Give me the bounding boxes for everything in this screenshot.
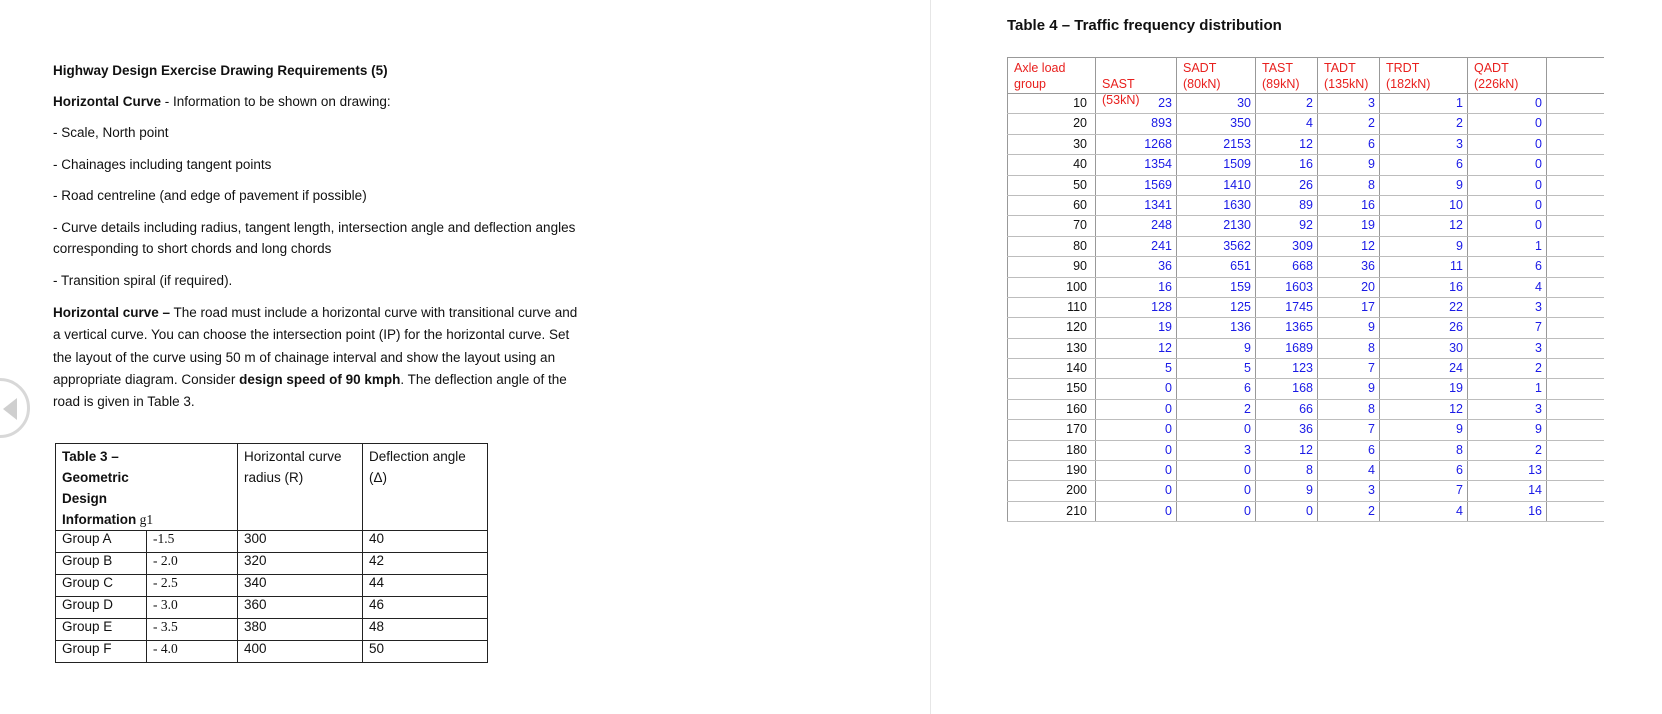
hc2-line-1 [53, 302, 643, 324]
frequency-cell: 6 [1379, 461, 1467, 480]
frequency-cell: 8 [1317, 400, 1379, 419]
frequency-cell: 7 [1379, 481, 1467, 500]
table-4-column-header [1255, 58, 1317, 93]
frequency-cell: 125 [1176, 298, 1255, 317]
table-4 [1007, 57, 1604, 522]
frequency-cell: 2 [1255, 94, 1317, 113]
gradient-cell: - 3.5 [147, 619, 238, 641]
frequency-cell: 5 [1095, 359, 1176, 378]
frequency-cell: 30 [1176, 94, 1255, 113]
table-row [1007, 420, 1604, 440]
frequency-cell: 3 [1176, 441, 1255, 460]
radius-header-line-1: Horizontal curve [244, 449, 342, 464]
hc2-heading: Horizontal curve – [53, 305, 171, 320]
frequency-cell: 651 [1176, 257, 1255, 276]
frequency-cell: 1745 [1255, 298, 1317, 317]
axle-load-group-cell: 30 [1007, 135, 1095, 154]
frequency-cell: 16 [1467, 502, 1547, 521]
frequency-cell: 2 [1467, 359, 1547, 378]
table-3-caption [56, 444, 238, 531]
table-row [1007, 441, 1604, 461]
frequency-cell: 14 [1467, 481, 1547, 500]
radius-cell: 320 [238, 553, 363, 575]
table-row [56, 597, 488, 619]
header-line-2: (226kN) [1474, 77, 1519, 91]
frequency-cell: 0 [1467, 155, 1547, 174]
frequency-cell: 2 [1317, 114, 1379, 133]
group-cell: Group C [56, 575, 147, 597]
frequency-cell: 0 [1467, 135, 1547, 154]
frequency-cell: 8 [1379, 441, 1467, 460]
axle-load-group-cell: 170 [1007, 420, 1095, 439]
frequency-cell: 3562 [1176, 237, 1255, 256]
table-row [1007, 298, 1604, 318]
bullet-curve-details: - Curve details including radius, tangent length, intersection angle and deflection angles [53, 220, 576, 235]
frequency-cell: 1603 [1255, 278, 1317, 297]
frequency-cell: 3 [1317, 481, 1379, 500]
table-4-column-header [1317, 58, 1379, 93]
frequency-cell: 9 [1317, 318, 1379, 337]
frequency-cell: 17 [1317, 298, 1379, 317]
hc2-text-4b: . The deflection angle of the [400, 372, 567, 387]
frequency-cell: 4 [1255, 114, 1317, 133]
frequency-cell: 7 [1317, 359, 1379, 378]
header-line-1: TRDT [1386, 61, 1420, 75]
frequency-cell: 6 [1379, 155, 1467, 174]
deflection-header-line-1: Deflection angle [369, 449, 466, 464]
axle-load-group-cell: 70 [1007, 216, 1095, 235]
frequency-cell: 168 [1255, 379, 1317, 398]
frequency-cell: 2 [1379, 114, 1467, 133]
frequency-cell: 16 [1317, 196, 1379, 215]
axle-load-group-cell: 90 [1007, 257, 1095, 276]
radius-cell: 300 [238, 531, 363, 553]
frequency-cell: 13 [1467, 461, 1547, 480]
col-deflection-header [363, 444, 488, 531]
table-row [1007, 502, 1604, 522]
frequency-cell: 1341 [1095, 196, 1176, 215]
header-line-1: QADT [1474, 61, 1509, 75]
frequency-cell: 2 [1317, 502, 1379, 521]
header-line-2: (135kN) [1324, 77, 1369, 91]
deflection-cell: 46 [363, 597, 488, 619]
table-4-column-header [1007, 58, 1095, 93]
frequency-cell: 2130 [1176, 216, 1255, 235]
frequency-cell: 8 [1317, 339, 1379, 358]
table-row [1007, 237, 1604, 257]
frequency-cell: 4 [1467, 278, 1547, 297]
deflection-cell: 48 [363, 619, 488, 641]
frequency-cell: 1 [1467, 237, 1547, 256]
frequency-cell: 19 [1379, 379, 1467, 398]
frequency-cell: 1410 [1176, 176, 1255, 195]
frequency-cell: 89 [1255, 196, 1317, 215]
table-row [1007, 339, 1604, 359]
frequency-cell: 0 [1176, 502, 1255, 521]
frequency-cell: 3 [1379, 135, 1467, 154]
deflection-cell: 40 [363, 531, 488, 553]
hc2-line-3: the layout of the curve using 50 m of chainage interval and show the layout using an [53, 350, 556, 365]
table-row [56, 575, 488, 597]
radius-cell: 380 [238, 619, 363, 641]
frequency-cell: 19 [1317, 216, 1379, 235]
frequency-cell: 309 [1255, 237, 1317, 256]
frequency-cell: 248 [1095, 216, 1176, 235]
table-row [1007, 257, 1604, 277]
table-3 [55, 443, 488, 663]
group-cell: Group B [56, 553, 147, 575]
frequency-cell: 16 [1379, 278, 1467, 297]
table-row [1007, 196, 1604, 216]
bullet-centreline: - Road centreline (and edge of pavement if possible) [53, 188, 367, 203]
radius-cell: 400 [238, 641, 363, 663]
hc2-text-4a: appropriate diagram. Consider [53, 372, 240, 387]
frequency-cell: 1569 [1095, 176, 1176, 195]
axle-load-group-cell: 120 [1007, 318, 1095, 337]
bullet-scale: - Scale, North point [53, 125, 169, 140]
frequency-cell: 12 [1379, 400, 1467, 419]
frequency-cell: 9 [1176, 339, 1255, 358]
table-row [56, 553, 488, 575]
frequency-cell: 1509 [1176, 155, 1255, 174]
frequency-cell: 9 [1255, 481, 1317, 500]
frequency-cell: 3 [1467, 298, 1547, 317]
header-line-2: SAST (53kN) [1102, 77, 1140, 107]
frequency-cell: 1630 [1176, 196, 1255, 215]
frequency-cell: 2 [1467, 441, 1547, 460]
frequency-cell: 1 [1467, 379, 1547, 398]
frequency-cell: 36 [1255, 420, 1317, 439]
frequency-cell: 6 [1467, 257, 1547, 276]
frequency-cell: 9 [1317, 155, 1379, 174]
table-4-column-header [1176, 58, 1255, 93]
gradient-cell: -1.5 [147, 531, 238, 553]
frequency-cell: 36 [1317, 257, 1379, 276]
group-cell: Group F [56, 641, 147, 663]
hc2-line-4 [53, 369, 643, 391]
radius-cell: 360 [238, 597, 363, 619]
frequency-cell: 2153 [1176, 135, 1255, 154]
gradient-cell: - 2.0 [147, 553, 238, 575]
table-4-title: Table 4 – Traffic frequency distribution [1007, 17, 1282, 34]
axle-load-group-cell: 80 [1007, 237, 1095, 256]
frequency-cell: 6 [1317, 441, 1379, 460]
table-4-column-header [1467, 58, 1547, 93]
table-row [1007, 216, 1604, 236]
axle-load-group-cell: 10 [1007, 94, 1095, 113]
frequency-cell: 668 [1255, 257, 1317, 276]
axle-load-group-cell: 40 [1007, 155, 1095, 174]
frequency-cell: 6 [1317, 135, 1379, 154]
frequency-cell: 136 [1176, 318, 1255, 337]
radius-header-line-2: radius (R) [244, 470, 304, 485]
caption-line-2: Geometric [62, 470, 129, 485]
caption-line-1: Table 3 – [62, 449, 119, 464]
frequency-cell: 0 [1176, 420, 1255, 439]
table-row [1007, 481, 1604, 501]
deflection-header-line-2: (Δ) [369, 470, 388, 485]
axle-load-group-cell: 160 [1007, 400, 1095, 419]
frequency-cell: 1 [1379, 94, 1467, 113]
frequency-cell: 26 [1255, 176, 1317, 195]
header-line-2: group [1014, 77, 1046, 91]
axle-load-group-cell: 150 [1007, 379, 1095, 398]
frequency-cell: 128 [1095, 298, 1176, 317]
frequency-cell: 23 [1095, 94, 1176, 113]
frequency-cell: 12 [1095, 339, 1176, 358]
frequency-cell: 0 [1095, 379, 1176, 398]
table-row [1007, 114, 1604, 134]
deflection-cell: 50 [363, 641, 488, 663]
header-line-1: Axle load [1014, 61, 1066, 75]
table-row [1007, 379, 1604, 399]
header-line-1: TAST [1262, 61, 1294, 75]
frequency-cell: 12 [1255, 441, 1317, 460]
frequency-cell: 12 [1255, 135, 1317, 154]
table-row [1007, 155, 1604, 175]
frequency-cell: 4 [1379, 502, 1467, 521]
frequency-cell: 4 [1317, 461, 1379, 480]
axle-load-group-cell: 210 [1007, 502, 1095, 521]
gradient-cell: - 2.5 [147, 575, 238, 597]
frequency-cell: 0 [1095, 481, 1176, 500]
header-line-1: TADT [1324, 61, 1356, 75]
frequency-cell: 5 [1176, 359, 1255, 378]
table-row [1007, 359, 1604, 379]
group-cell: Group D [56, 597, 147, 619]
horizontal-curve-intro [53, 91, 643, 113]
frequency-cell: 0 [1176, 461, 1255, 480]
frequency-cell: 7 [1317, 420, 1379, 439]
frequency-cell: 16 [1255, 155, 1317, 174]
frequency-cell: 0 [1176, 481, 1255, 500]
axle-load-group-cell: 130 [1007, 339, 1095, 358]
frequency-cell: 0 [1467, 94, 1547, 113]
frequency-cell: 16 [1095, 278, 1176, 297]
frequency-cell: 6 [1176, 379, 1255, 398]
axle-load-group-cell: 190 [1007, 461, 1095, 480]
axle-load-group-cell: 100 [1007, 278, 1095, 297]
caption-line-3: Design [62, 491, 108, 506]
frequency-cell: 24 [1379, 359, 1467, 378]
deflection-cell: 42 [363, 553, 488, 575]
table-row [1007, 176, 1604, 196]
table-row [1007, 461, 1604, 481]
table-row [56, 619, 488, 641]
bullet-chainages: - Chainages including tangent points [53, 157, 272, 172]
table-row [1007, 94, 1604, 114]
radius-cell: 340 [238, 575, 363, 597]
frequency-cell: 9 [1467, 420, 1547, 439]
frequency-cell: 20 [1317, 278, 1379, 297]
frequency-cell: 0 [1095, 502, 1176, 521]
hc2-line-2: a vertical curve. You can choose the intersection point (IP) for the horizontal curve. Set [53, 327, 570, 342]
frequency-cell: 2 [1176, 400, 1255, 419]
frequency-cell: 1268 [1095, 135, 1176, 154]
axle-load-group-cell: 20 [1007, 114, 1095, 133]
caption-line-4: Information [62, 512, 137, 527]
header-line-2: (80kN) [1183, 77, 1221, 91]
bullet-curve-details-cont: corresponding to short chords and long chords [53, 241, 332, 256]
frequency-cell: 0 [1095, 420, 1176, 439]
axle-load-group-cell: 110 [1007, 298, 1095, 317]
frequency-cell: 12 [1379, 216, 1467, 235]
frequency-cell: 0 [1467, 176, 1547, 195]
frequency-cell: 0 [1255, 502, 1317, 521]
frequency-cell: 241 [1095, 237, 1176, 256]
frequency-cell: 0 [1467, 114, 1547, 133]
frequency-cell: 0 [1467, 196, 1547, 215]
header-line-2: (182kN) [1386, 77, 1431, 91]
design-speed: design speed of 90 kmph [239, 372, 401, 387]
axle-load-group-cell: 180 [1007, 441, 1095, 460]
frequency-cell: 159 [1176, 278, 1255, 297]
col-radius-header [238, 444, 363, 531]
frequency-cell: 0 [1467, 216, 1547, 235]
frequency-cell: 10 [1379, 196, 1467, 215]
frequency-cell: 66 [1255, 400, 1317, 419]
group-cell: Group A [56, 531, 147, 553]
previous-page-button[interactable] [0, 378, 30, 438]
gradient-cell: - 3.0 [147, 597, 238, 619]
table-row [56, 531, 488, 553]
frequency-cell: 22 [1379, 298, 1467, 317]
chevron-left-icon [3, 398, 17, 420]
frequency-cell: 123 [1255, 359, 1317, 378]
header-line-1: SADT [1183, 61, 1217, 75]
table-row [1007, 135, 1604, 155]
frequency-cell: 36 [1095, 257, 1176, 276]
bullet-transition: - Transition spiral (if required). [53, 273, 233, 288]
frequency-cell: 19 [1095, 318, 1176, 337]
deflection-cell: 44 [363, 575, 488, 597]
hc2-text-1: The road must include a horizontal curve with transitional curve and [170, 305, 578, 320]
group-cell: Group E [56, 619, 147, 641]
table-4-column-header [1379, 58, 1467, 93]
frequency-cell: 0 [1095, 400, 1176, 419]
frequency-cell: 12 [1317, 237, 1379, 256]
hc-intro-text: - Information to be shown on drawing: [161, 94, 391, 109]
frequency-cell: 8 [1255, 461, 1317, 480]
table-row [1007, 278, 1604, 298]
frequency-cell: 9 [1379, 176, 1467, 195]
frequency-cell: 30 [1379, 339, 1467, 358]
frequency-cell: 0 [1095, 441, 1176, 460]
frequency-cell: 11 [1379, 257, 1467, 276]
document-title: Highway Design Exercise Drawing Requirements (5) [53, 63, 388, 78]
frequency-cell: 7 [1467, 318, 1547, 337]
table-3-body [56, 531, 488, 663]
axle-load-group-cell: 60 [1007, 196, 1095, 215]
frequency-cell: 3 [1317, 94, 1379, 113]
axle-load-group-cell: 200 [1007, 481, 1095, 500]
frequency-cell: 92 [1255, 216, 1317, 235]
frequency-cell: 350 [1176, 114, 1255, 133]
frequency-cell: 9 [1317, 379, 1379, 398]
hc-heading: Horizontal Curve [53, 94, 162, 109]
frequency-cell: 3 [1467, 400, 1547, 419]
frequency-cell: 0 [1095, 461, 1176, 480]
frequency-cell: 3 [1467, 339, 1547, 358]
frequency-cell: 8 [1317, 176, 1379, 195]
frequency-cell: 1354 [1095, 155, 1176, 174]
frequency-cell: 9 [1379, 237, 1467, 256]
table-3-header [56, 444, 488, 531]
axle-load-group-cell: 140 [1007, 359, 1095, 378]
table-4-body [1007, 94, 1604, 522]
table-row [1007, 318, 1604, 338]
table-row [56, 641, 488, 663]
header-line-2: (89kN) [1262, 77, 1300, 91]
frequency-cell: 893 [1095, 114, 1176, 133]
table-row [1007, 400, 1604, 420]
hc2-line-5: road is given in Table 3. [53, 394, 195, 409]
frequency-cell: 1365 [1255, 318, 1317, 337]
frequency-cell: 26 [1379, 318, 1467, 337]
gradient-cell: - 4.0 [147, 641, 238, 663]
axle-load-group-cell: 50 [1007, 176, 1095, 195]
caption-suffix: g1 [136, 512, 154, 527]
frequency-cell: 9 [1379, 420, 1467, 439]
frequency-cell: 1689 [1255, 339, 1317, 358]
